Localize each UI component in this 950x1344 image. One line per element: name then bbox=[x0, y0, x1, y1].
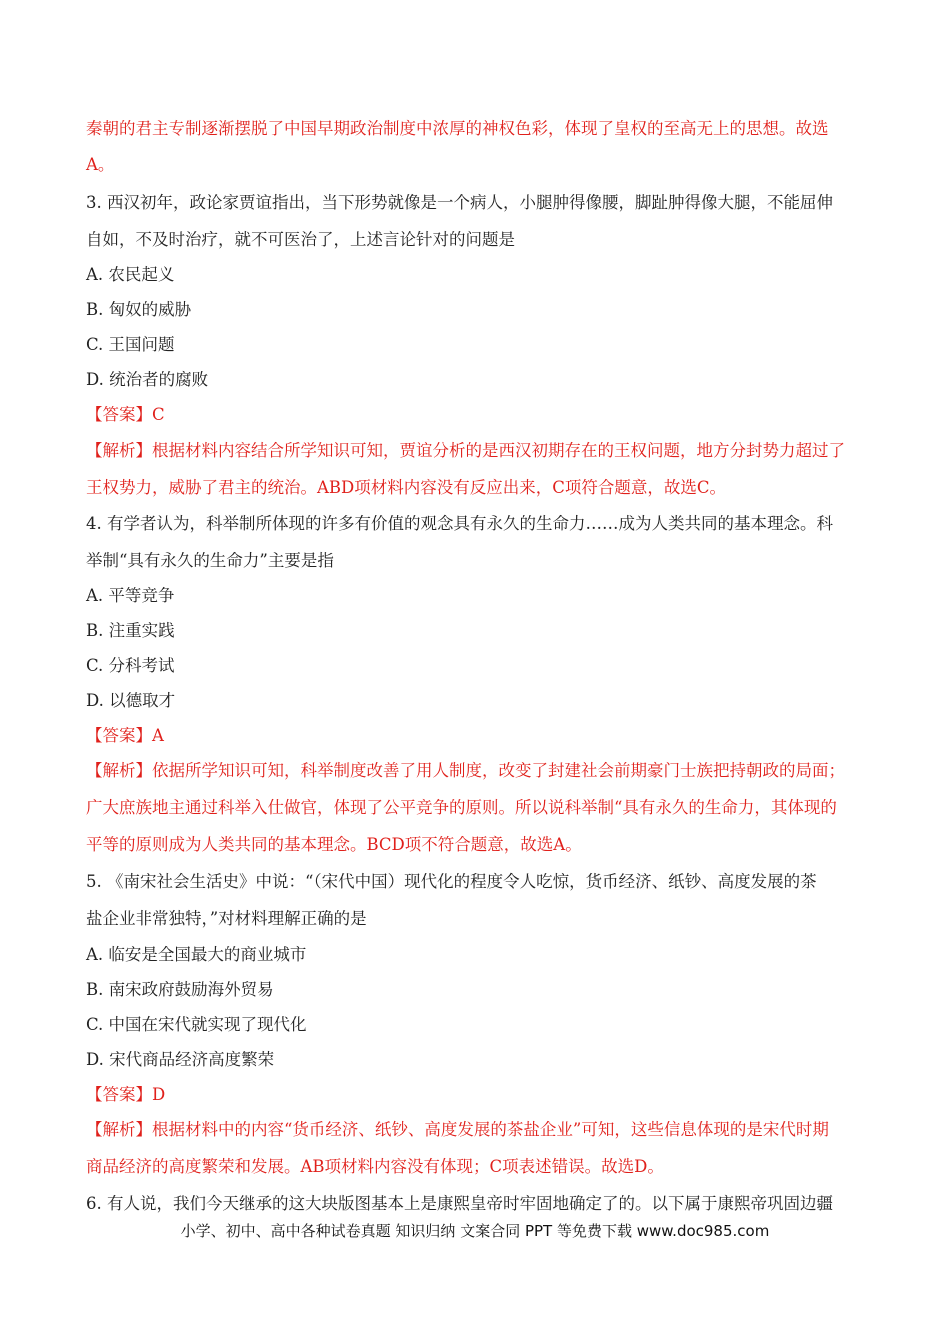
text-line: 自如，不及时治疗，就不可医治了，上述言论针对的问题是 bbox=[86, 230, 515, 249]
text-line: 盐企业非常独特，”对材料理解正确的是 bbox=[86, 909, 367, 928]
text-line: 【解析】依据所学知识可知，科举制度改善了用人制度，改变了封建社会前期豪门士族把持朝政的局面； bbox=[86, 761, 845, 780]
text-line: 3. 西汉初年，政论家贾谊指出，当下形势就像是一个病人，小腿肿得像腰，脚趾肿得像大腿，不能屈伸 bbox=[86, 193, 833, 212]
text-line: B. 南宋政府鼓励海外贸易 bbox=[86, 980, 274, 999]
text-line: 举制“具有永久的生命力”主要是指 bbox=[86, 551, 334, 570]
text-line: 4. 有学者认为，科举制所体现的许多有价值的观念具有永久的生命力……成为人类共同的基本理念。科 bbox=[86, 514, 833, 533]
text-line: 【答案】C bbox=[86, 405, 165, 424]
text-line: C. 王国问题 bbox=[86, 335, 175, 354]
text-line: 5. 《南宋社会生活史》中说：“（宋代中国）现代化的程度令人吃惊，货币经济、纸钞、高度发展的茶 bbox=[86, 872, 817, 891]
text-line: A. 平等竞争 bbox=[86, 586, 175, 605]
text-line: 【解析】根据材料中的内容“货币经济、纸钞、高度发展的茶盐企业”可知，这些信息体现的是宋代时期 bbox=[86, 1120, 829, 1139]
text-line: 秦朝的君主专制逐渐摆脱了中国早期政治制度中浓厚的神权色彩，体现了皇权的至高无上的思想。故选 bbox=[86, 119, 829, 138]
text-line: B. 注重实践 bbox=[86, 621, 175, 640]
text-line: 【解析】根据材料内容结合所学知识可知，贾谊分析的是西汉初期存在的王权问题，地方分封势力超过了 bbox=[86, 441, 845, 460]
text-line: C. 中国在宋代就实现了现代化 bbox=[86, 1015, 307, 1034]
text-line: 王权势力，威胁了君主的统治。ABD项材料内容没有反应出来，C项符合题意，故选C。 bbox=[86, 478, 727, 497]
text-line: 【答案】D bbox=[86, 1085, 166, 1104]
text-line: 【答案】A bbox=[86, 726, 164, 745]
text-line: A. 农民起义 bbox=[86, 265, 175, 284]
text-line: B. 匈奴的威胁 bbox=[86, 300, 192, 319]
text-line: 6. 有人说，我们今天继承的这大块版图基本上是康熙皇帝时牢固地确定了的。以下属于康熙帝巩固边疆 bbox=[86, 1194, 833, 1213]
text-line: D. 以德取才 bbox=[86, 691, 176, 710]
text-line: 平等的原则成为人类共同的基本理念。BCD项不符合题意，故选A。 bbox=[86, 835, 582, 854]
text-line: C. 分科考试 bbox=[86, 656, 175, 675]
footer-banner: 小学、初中、高中各种试卷真题 知识归纳 文案合同 PPT 等免费下载 www.doc985.com bbox=[180, 1222, 770, 1240]
text-line: A. 临安是全国最大的商业城市 bbox=[86, 945, 307, 964]
text-line: 广大庶族地主通过科举入仕做官，体现了公平竞争的原则。所以说科举制“具有永久的生命力，其体现的 bbox=[86, 798, 837, 817]
text-line: D. 宋代商品经济高度繁荣 bbox=[86, 1050, 275, 1069]
text-line: A。 bbox=[86, 155, 115, 174]
text-line: 商品经济的高度繁荣和发展。AB项材料内容没有体现；C项表述错误。故选D。 bbox=[86, 1157, 664, 1176]
text-line: D. 统治者的腐败 bbox=[86, 370, 209, 389]
